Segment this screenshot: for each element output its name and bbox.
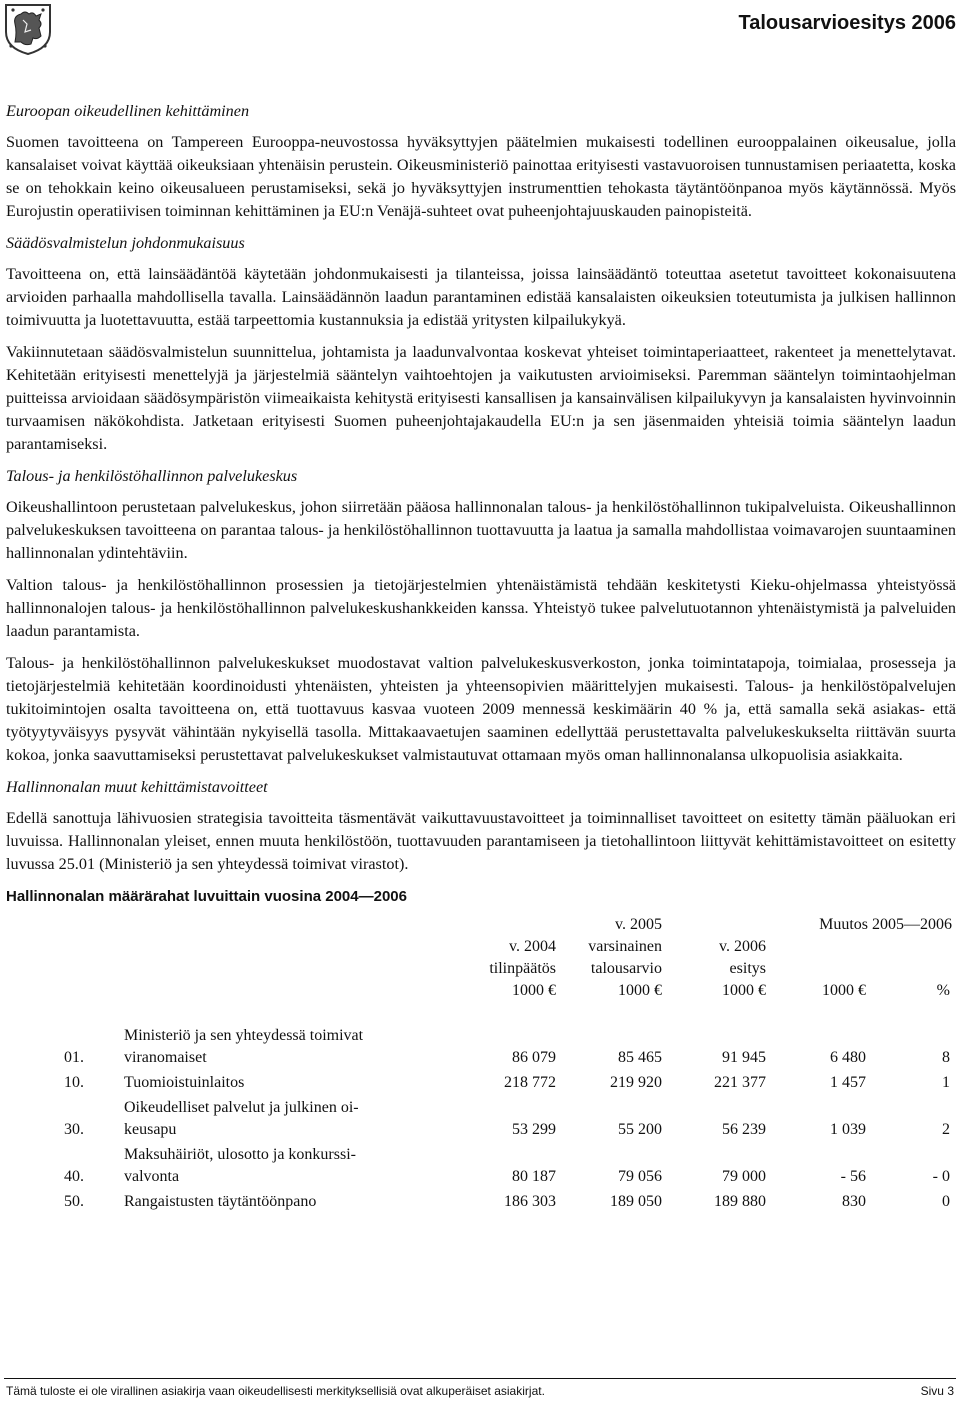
table-row: 10. Tuomioistuinlaitos 218 772 219 920 221 377 1 457 1 — [64, 1074, 950, 1091]
section-heading: Säädösvalmistelun johdonmukaisuus — [6, 234, 245, 252]
header-v2004: v. 2004 tilinpäätös 1000 € — [489, 938, 556, 999]
body-paragraph: Talous- ja henkilöstöhallinnon palvelukeskukset muodostavat valtion palvelukeskusverkoston, jonka toimintatapoja, toimialaa, prosesseja ja tietojärjestelmiä kehitetään koordinoidusti yhtenäisten, yhteisten ja yhteensopivien määrittelyjen mukaisesti. Talous- ja henkilöstöpalvelujen tukitoimintojen osalta tavoitteena on, että tuottavuus kasvaa vuoteen 2009 mennessä keskimäärin 40 % ja, että samalla sekä asiakas- että työtyytyväisyys pysyvät vähintään nykyisellä tasolla. Mittakaavaetujen saaminen edellyttää perustettavalta palvelukeskukselta riittävän suurta kokoa, jonka saavuttamiseksi perustettavat palvelukeskukset valmistautuvat ottamaan myös oman hallinnonalansa ulkopuolisia asiakkaita. — [6, 654, 956, 764]
body-paragraph: Suomen tavoitteena on Tampereen Eurooppa-neuvostossa hyväksyttyjen päätelmien mukaisesti todellinen eurooppalainen oikeusalue, jolla kansalaiset voivat käyttää oikeuksiaan yhtenäisin perustein. Oikeusministeriö painottaa erityisesti vastavuoroisen tunnustamisen periaatetta, koska se on tehokkain keino oikeusalueen perustamiseksi, sekä jo hyväksyttyjen instrumenttien tehokasta täytäntöönpanoa myös käytännössä. Myös Eurojustin operatiivisen toiminnan kehittäminen ja EU:n Venäjä-suhteet ovat puheenjohtajuuskauden painopisteitä. — [6, 133, 956, 220]
table-header-row — [6, 914, 950, 1002]
document-body — [6, 100, 956, 1213]
footer-divider — [4, 1378, 956, 1379]
finnish-coat-of-arms-lion-icon — [3, 2, 53, 56]
appropriations-table — [6, 914, 950, 1213]
page-header — [0, 0, 960, 60]
body-paragraph: Tavoitteena on, että lainsäädäntöä käytetään johdonmukaisesti ja tilanteissa, joissa lainsäädäntö toteuttaa asetetut tavoitteet kokonaisuutena arvioiden parhaalla mahdollisella tavalla. Lainsäädännön laadun parantaminen edistää kansalaisten oikeuksien toteutumista ja julkisen hallinnon toimivuutta ja luotettavuutta, estää tarpeettomia kustannuksia ja edistää yritysten kilpailukykyä. — [6, 265, 956, 329]
header-change-pct: % — [936, 982, 950, 999]
table-row: 01. Ministeriö ja sen yhteydessä toimivat viranomaiset 86 079 85 465 91 945 6 480 8 — [64, 1027, 950, 1066]
header-v2006: v. 2006 esitys 1000 € — [719, 938, 766, 999]
page-number: Sivu 3 — [920, 1384, 954, 1398]
section-heading: Talous- ja henkilöstöhallinnon palvelukeskus — [6, 467, 298, 485]
header-change-group — [766, 914, 950, 1002]
header-change-eur: 1000 € — [822, 982, 866, 999]
body-paragraph: Oikeushallintoon perustetaan palvelukeskus, johon siirretään pääosa hallinnonalan talous- ja henkilöstöhallinnon tukipalveluista. Oikeushallinnon palvelukeskuksen tavoitteena on parantaa talous- ja henkilöstöhallinnon tuottavuutta ja laatua ja samalla mahdollistaa voimavarojen suuntaaminen hallinnonalan ydintehtäviin. — [6, 498, 956, 562]
document-title: Talousarvioesitys 2006 — [738, 12, 956, 34]
body-paragraph: Valtion talous- ja henkilöstöhallinnon prosessien ja tietojärjestelmien yhtenäistämistä tehdään keskitetysti Kieku-ohjelmassa yhteistyössä hallinnonalojen talous- ja henkilöstöhallinnon palvelukeskushankkeiden kanssa. Yhteistyö tukee palvelutuotannon yhtenäistymistä ja palveluiden laadun parantamista. — [6, 576, 956, 640]
table-row: 40. Maksuhäiriöt, ulosotto ja konkurssi- valvonta 80 187 79 056 79 000 - 56 - 0 — [64, 1146, 950, 1185]
footer-note: Tämä tuloste ei ole virallinen asiakirja vaan oikeudellisesti merkityksellisiä ovat alkuperäiset asiakirjat. — [6, 1384, 545, 1398]
table-row: 30. Oikeudelliset palvelut ja julkinen oi- keusapu 53 299 55 200 56 239 1 039 2 — [64, 1099, 950, 1138]
table-row: 50. Rangaistusten täytäntöönpano 186 303 189 050 189 880 830 0 — [64, 1193, 950, 1210]
body-paragraph: Vakiinnutetaan säädösvalmistelun suunnittelua, johtamista ja laadunvalvontaa koskevat yhteiset toimintaperiaatteet, rakenteet ja menettelytavat. Kehitetään erityisesti menettelyjä ja järjestelmiä sääntelyn vaihtoehtojen ja vaikutusten arvioimiseksi. Paremman sääntelyn toimintaohjelman puitteissa arvioidaan säädösympäristön viimeaikaista kehitystä erityisesti kansallisen ja kansainvälisen kilpailukyvyn ja kansalaisten hyvinvoinnin turvaamisen näkökohdista. Jatketaan erityisesti Suomen puheenjohtajakaudella EU:n ja sen jäsenmaiden yhteisiä toimia sääntelyn laadun parantamiseksi. — [6, 343, 956, 453]
section-heading: Euroopan oikeudellinen kehittäminen — [6, 102, 250, 120]
table-title: Hallinnonalan määrärahat luvuittain vuosina 2004—2006 — [6, 888, 407, 905]
header-v2005: v. 2005 varsinainen talousarvio 1000 € — [588, 916, 662, 999]
body-paragraph: Edellä sanottuja lähivuosien strategisia tavoitteita täsmentävät vaikuttavuustavoitteet ja toiminnalliset tavoitteet on esitetty tämän pääluokan eri luvuissa. Hallinnonalan yleiset, ennen muuta henkilöstöön, tuottavuuden parantamiseen ja tietohallintoon liittyvät kehittämistavoitteet on esitetty luvussa 25.01 (Ministeriö ja sen yhteydessä toimivat virastot). — [6, 809, 956, 873]
change-group-label: Muutos 2005—2006 — [819, 916, 952, 933]
section-heading: Hallinnonalan muut kehittämistavoitteet — [6, 778, 268, 796]
